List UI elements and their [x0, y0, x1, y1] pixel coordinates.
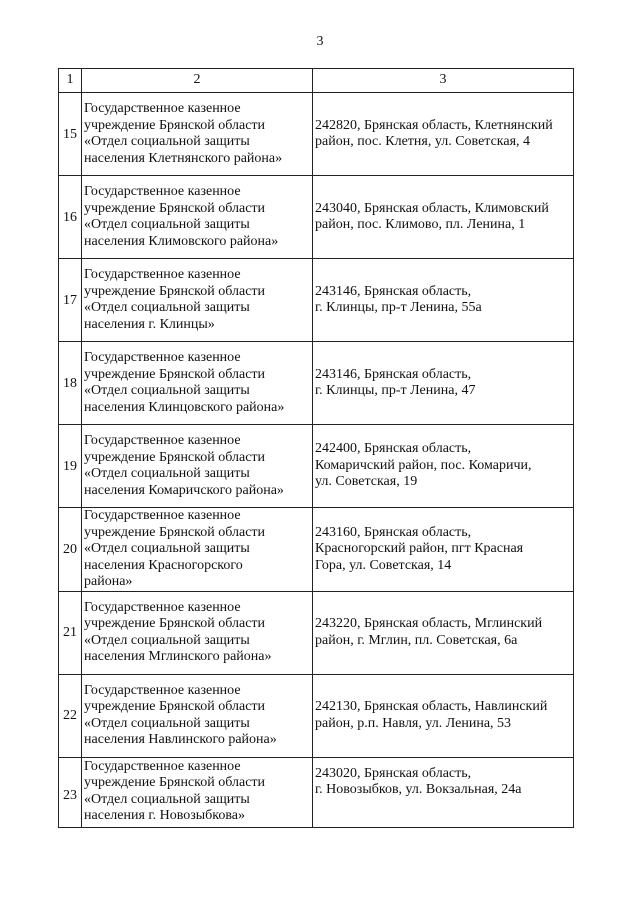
institution-name-line: учреждение Брянской области: [84, 117, 266, 133]
institution-name-line: Государственное казенное: [84, 758, 241, 774]
institution-address: [313, 674, 574, 757]
institution-name-line: «Отдел социальной защиты: [84, 715, 250, 731]
institution-name-line: населения Клетнянского района»: [84, 150, 283, 166]
institution-name-line: «Отдел социальной защиты: [84, 383, 250, 398]
table-header-row: [59, 69, 574, 93]
institution-name-line: «Отдел социальной защиты: [84, 791, 250, 807]
institution-address: [313, 176, 574, 259]
row-number: 21: [59, 591, 82, 674]
institution-address-line: 242400, Брянская область,: [315, 441, 472, 457]
institution-name-line: населения Климовского района»: [84, 233, 279, 249]
institution-name-line: учреждение Брянской области: [84, 200, 266, 216]
table-row: [59, 425, 574, 508]
institution-name-line: района»: [84, 574, 133, 589]
row-number: 20: [59, 508, 82, 592]
institution-name-line: Государственное казенное: [84, 508, 241, 523]
institution-name-line: «Отдел социальной защиты: [84, 134, 250, 149]
institution-name: [82, 425, 313, 508]
institution-address-line: г. Клинцы, пр-т Ленина, 47: [315, 383, 476, 398]
table-row: [59, 259, 574, 342]
institution-name-line: «Отдел социальной защиты: [84, 466, 250, 481]
institution-name-line: учреждение Брянской области: [84, 366, 266, 382]
institution-name-line: населения г. Клинцы»: [84, 316, 215, 332]
row-number: 18: [59, 342, 82, 425]
institution-name-line: населения г. Новозыбкова»: [84, 808, 246, 823]
institution-name-line: Государственное казенное: [84, 184, 241, 199]
institution-address-line: район, пос. Клетня, ул. Советская, 4: [315, 134, 531, 149]
institution-name-line: «Отдел социальной защиты: [84, 632, 250, 648]
header-col-3: 3: [313, 69, 574, 93]
institution-name-line: учреждение Брянской области: [84, 775, 266, 790]
institution-address: [313, 342, 574, 425]
institution-address-line: 243220, Брянская область, Мглинский: [315, 616, 543, 631]
header-col-2: 2: [82, 69, 313, 93]
institution-address-line: район, р.п. Навля, ул. Ленина, 53: [315, 715, 512, 731]
institution-name-line: Государственное казенное: [84, 599, 241, 615]
institution-name-line: учреждение Брянской области: [84, 449, 266, 465]
institution-address: [313, 508, 574, 592]
institution-address-line: Гора, ул. Советская, 14: [315, 557, 452, 573]
institution-address-line: Комаричский район, пос. Комаричи,: [315, 457, 532, 473]
header-col-1: 1: [59, 69, 82, 93]
institution-name: [82, 342, 313, 425]
institution-address-line: 242820, Брянская область, Клетнянский: [315, 117, 553, 133]
row-number: 22: [59, 674, 82, 757]
institution-name-line: Государственное казенное: [84, 267, 241, 282]
institution-name: [82, 176, 313, 259]
institution-name-line: учреждение Брянской области: [84, 616, 266, 631]
table-row: [59, 591, 574, 674]
institution-name: [82, 757, 313, 827]
institution-address: [313, 259, 574, 342]
institution-address-line: 242130, Брянская область, Навлинский: [315, 699, 548, 714]
institution-name-line: «Отдел социальной защиты: [84, 300, 250, 315]
institution-address-line: г. Новозыбков, ул. Вокзальная, 24а: [315, 782, 522, 797]
institution-name-line: Государственное казенное: [84, 101, 241, 116]
institution-name-line: учреждение Брянской области: [84, 283, 266, 299]
institution-name-line: Государственное казенное: [84, 350, 241, 365]
institution-address-line: 243040, Брянская область, Климовский: [315, 200, 549, 216]
institution-address-line: г. Клинцы, пр-т Ленина, 55а: [315, 300, 482, 315]
institution-address: [313, 93, 574, 176]
row-number: 15: [59, 93, 82, 176]
institution-name-line: учреждение Брянской области: [84, 699, 266, 714]
institution-name: [82, 674, 313, 757]
table-row: [59, 93, 574, 176]
institution-address: [313, 425, 574, 508]
institution-name-line: населения Красногорского: [84, 557, 243, 573]
institution-address: [313, 757, 574, 827]
institution-name: [82, 259, 313, 342]
institution-name-line: населения Комаричского района»: [84, 482, 284, 498]
institutions-table: [58, 68, 574, 828]
row-number: 19: [59, 425, 82, 508]
row-number: 16: [59, 176, 82, 259]
institution-name: [82, 591, 313, 674]
table-row: [59, 674, 574, 757]
institution-address-line: 243020, Брянская область,: [315, 765, 472, 781]
page-number: 3: [316, 34, 324, 49]
institution-address-line: 243146, Брянская область,: [315, 366, 472, 382]
table-row: [59, 176, 574, 259]
institution-name-line: «Отдел социальной защиты: [84, 541, 250, 556]
institution-address-line: 243160, Брянская область,: [315, 524, 472, 540]
institution-name-line: населения Мглинского района»: [84, 649, 272, 664]
row-number: 23: [59, 757, 82, 827]
institution-address: [313, 591, 574, 674]
institution-address-line: район, г. Мглин, пл. Советская, 6а: [315, 632, 518, 648]
institution-address-line: 243146, Брянская область,: [315, 283, 472, 299]
table-row: [59, 508, 574, 592]
institution-name-line: Государственное казенное: [84, 433, 241, 448]
institution-name-line: «Отдел социальной защиты: [84, 217, 250, 232]
table-row: [59, 342, 574, 425]
row-number: 17: [59, 259, 82, 342]
institution-address-line: Красногорский район, пгт Красная: [315, 541, 524, 556]
institution-address-line: ул. Советская, 19: [315, 474, 418, 490]
institution-address-line: район, пос. Климово, пл. Ленина, 1: [315, 217, 526, 232]
table-row: [59, 757, 574, 827]
institution-name-line: учреждение Брянской области: [84, 524, 266, 540]
institution-name-line: Государственное казенное: [84, 682, 241, 698]
institution-name-line: населения Клинцовского района»: [84, 399, 285, 415]
institution-name: [82, 93, 313, 176]
institution-name-line: населения Навлинского района»: [84, 732, 277, 747]
institution-name: [82, 508, 313, 592]
